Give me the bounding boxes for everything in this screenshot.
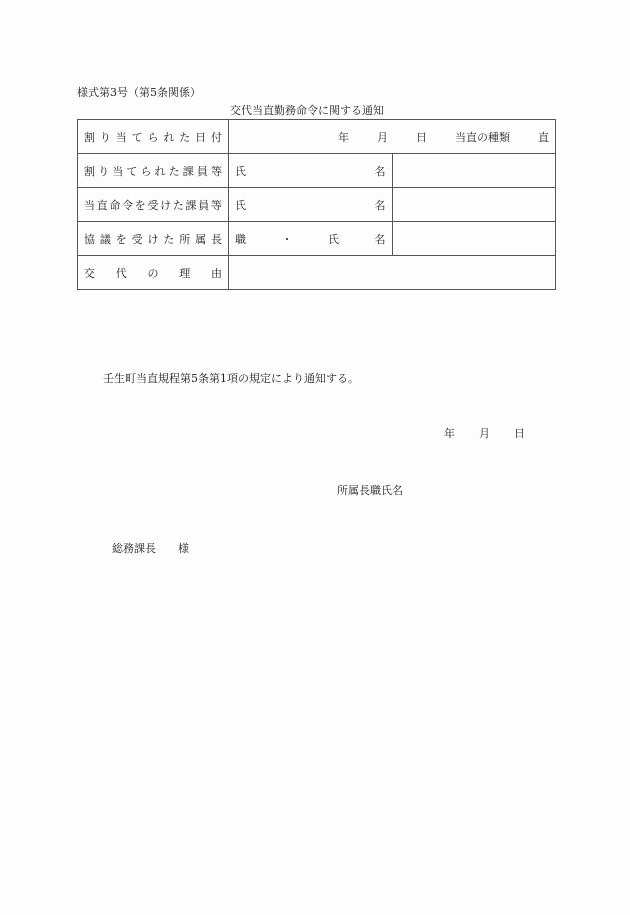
table-row-assigned-date [78,120,556,154]
issue-day-label: 日 [514,427,525,440]
issue-year-label: 年 [444,427,455,440]
label-char: 交 [84,266,95,280]
label-char: を [134,198,146,212]
label-char: け [160,198,172,212]
label-char: た [168,164,180,178]
label-char: 長 [211,232,222,246]
label-char: ・ [281,232,293,246]
table-row-consulted-manager [78,222,556,256]
label-char: 氏 [328,232,339,246]
label-char: 直 [96,198,108,212]
label-char: 協 [84,232,95,246]
reason-field[interactable] [229,256,556,290]
signer-label: 所属長職氏名 [337,484,403,497]
table-row-assigned-staff [78,154,556,188]
label-char: 割 [84,130,95,144]
label-char: け [147,232,159,246]
statement-text: 壬生町当直規程第5条第1項の規定により通知する。 [103,372,359,385]
consulted-manager-field[interactable] [392,222,556,256]
label-char: た [179,130,191,144]
label-char: 日 [195,130,207,144]
month-label: 月 [377,130,388,144]
label-char: 代 [115,266,127,280]
table-row-reason [78,256,556,290]
label-char: 当 [112,164,124,178]
label-char: 付 [211,130,222,144]
label-char: れ [154,164,166,178]
label-char: た [163,232,175,246]
sublabel-title-name [229,222,393,256]
label-char: た [172,198,184,212]
issue-month-label: 月 [479,427,490,440]
document-title: 交代当直勤務命令に関する通知 [230,104,384,117]
label-char: 由 [211,266,222,280]
label-char: 氏 [235,198,246,212]
duty-type-label: 当直の種類 [455,130,510,144]
label-consulted-manager [78,222,229,256]
label-reason [78,256,229,290]
form-number: 様式第3号（第5条関係） [77,86,201,99]
label-char: 属 [195,232,207,246]
label-char: 理 [179,266,191,280]
label-char: を [115,232,127,246]
label-char: 員 [198,198,210,212]
label-char: て [126,164,138,178]
label-assigned-date [78,120,229,154]
label-char: 員 [196,164,208,178]
label-assigned-staff [78,154,229,188]
label-char: 所 [179,232,191,246]
issue-date[interactable] [444,425,525,441]
label-char: 割 [84,164,95,178]
label-char: り [98,164,110,178]
sublabel-name [229,188,393,222]
label-char: 氏 [235,164,246,178]
addressee: 総務課長 様 [112,542,189,555]
label-char: 課 [182,164,194,178]
label-char: り [99,130,111,144]
label-char: 令 [122,198,134,212]
label-char: 名 [374,232,386,246]
sublabel-name [229,154,393,188]
label-char: て [131,130,143,144]
label-char: 受 [147,198,159,212]
day-label: 日 [416,130,427,144]
assigned-staff-name-field[interactable] [392,154,556,188]
label-ordered-staff [78,188,229,222]
label-char: れ [163,130,175,144]
label-char: ら [140,164,152,178]
label-char: 当 [115,130,127,144]
label-char: 名 [374,198,386,212]
assigned-date-field[interactable] [229,120,556,154]
label-char: 職 [235,232,246,246]
label-char: 当 [84,198,95,212]
label-char: 議 [99,232,111,246]
label-char: の [147,266,159,280]
ordered-staff-name-field[interactable] [392,188,556,222]
label-char: 命 [109,198,121,212]
label-char: 受 [131,232,143,246]
notification-form-table [77,119,556,290]
label-char: 等 [210,164,222,178]
label-char: 課 [185,198,197,212]
year-label: 年 [338,130,349,144]
table-row-ordered-staff [78,188,556,222]
duty-type-suffix: 直 [538,130,549,144]
label-char: 名 [374,164,386,178]
label-char: ら [147,130,159,144]
label-char: 等 [210,198,222,212]
